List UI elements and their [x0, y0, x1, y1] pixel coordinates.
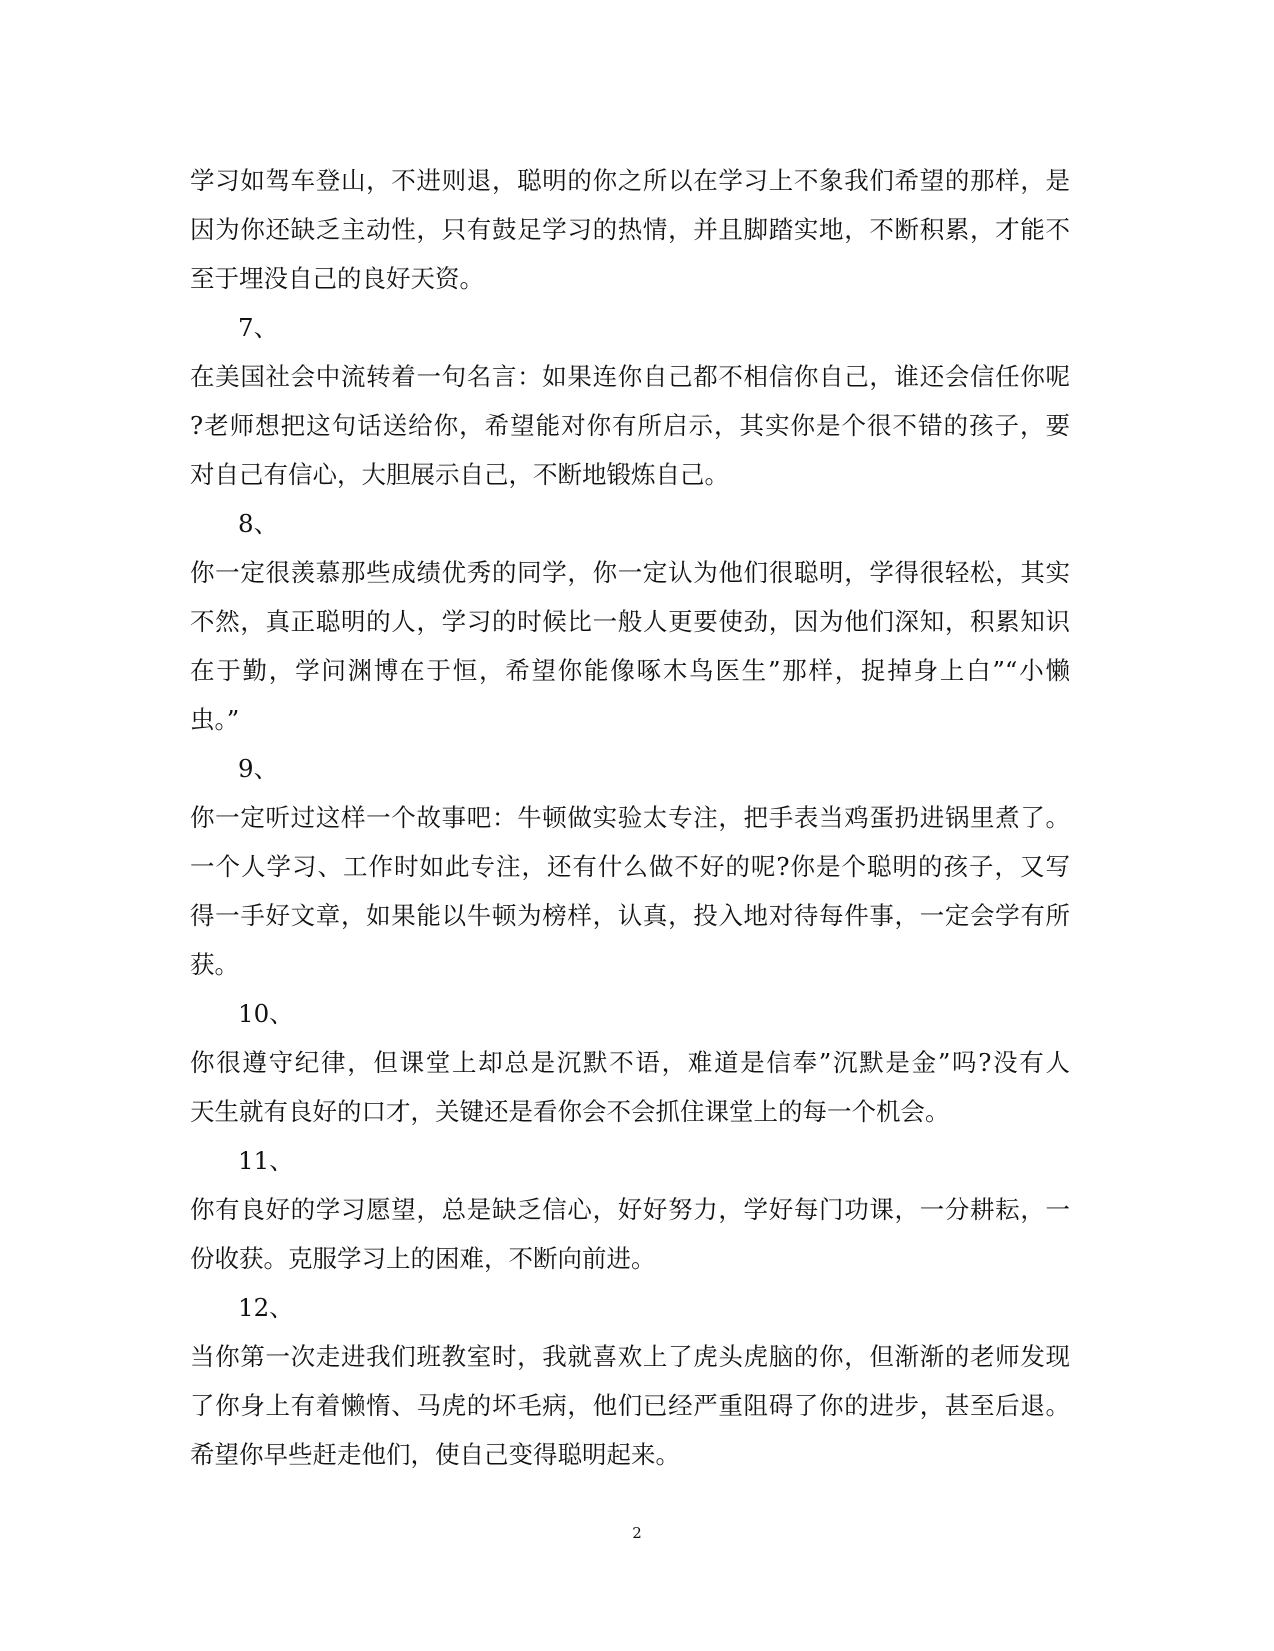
text-line: 在美国社会中流转着一句名言：如果连你自己都不相信你自己，谁还会信任你呢 — [190, 362, 1070, 391]
paragraph — [190, 744, 1070, 989]
item-number: 7、 — [238, 313, 279, 342]
paragraph — [190, 156, 1070, 303]
text-line: 份收获。克服学习上的困难，不断向前进。 — [190, 1244, 656, 1273]
text-line: 虫。” — [190, 705, 240, 734]
text-line: ?老师想把这句话送给你，希望能对你有所启示，其实你是个很不错的孩子，要 — [190, 411, 1070, 440]
text-line: 得一手好文章，如果能以牛顿为榜样，认真，投入地对待每件事，一定会学有所 — [190, 901, 1070, 930]
page-number: 2 — [632, 1524, 642, 1542]
text-line: 你很遵守纪律，但课堂上却总是沉默不语，难道是信奉”沉默是金”吗?没有人 — [190, 1048, 1070, 1077]
text-line: 你一定很羡慕那些成绩优秀的同学，你一定认为他们很聪明，学得很轻松，其实 — [190, 558, 1070, 587]
item-number: 11、 — [238, 1146, 294, 1175]
item-number: 9、 — [238, 754, 279, 783]
document-body — [190, 156, 1070, 1479]
text-line: 因为你还缺乏主动性，只有鼓足学习的热情，并且脚踏实地，不断积累，才能不 — [190, 215, 1070, 244]
text-line: 学习如驾车登山，不进则退，聪明的你之所以在学习上不象我们希望的那样，是 — [190, 166, 1070, 195]
paragraph — [190, 989, 1070, 1136]
text-line: 了你身上有着懒惰、马虎的坏毛病，他们已经严重阻碍了你的进步，甚至后退。 — [190, 1391, 1070, 1420]
text-line: 不然，真正聪明的人，学习的时候比一般人更要使劲，因为他们深知，积累知识 — [190, 607, 1070, 636]
text-line: 至于埋没自己的良好天资。 — [190, 264, 484, 293]
text-line: 你有良好的学习愿望，总是缺乏信心，好好努力，学好每门功课，一分耕耘，一 — [190, 1195, 1070, 1224]
paragraph — [190, 1283, 1070, 1479]
text-line: 获。 — [190, 950, 239, 979]
text-line: 一个人学习、工作时如此专注，还有什么做不好的呢?你是个聪明的孩子，又写 — [190, 852, 1070, 881]
item-number: 12、 — [238, 1293, 294, 1322]
text-line: 当你第一次走进我们班教室时，我就喜欢上了虎头虎脑的你，但渐渐的老师发现 — [190, 1342, 1070, 1371]
text-line: 你一定听过这样一个故事吧：牛顿做实验太专注，把手表当鸡蛋扔进锅里煮了。 — [190, 803, 1070, 832]
text-line: 希望你早些赶走他们，使自己变得聪明起来。 — [190, 1440, 680, 1469]
item-number: 10、 — [238, 999, 294, 1028]
paragraph — [190, 1136, 1070, 1283]
text-line: 天生就有良好的口才，关键还是看你会不会抓住课堂上的每一个机会。 — [190, 1097, 950, 1126]
paragraph — [190, 499, 1070, 744]
item-number: 8、 — [238, 509, 279, 538]
paragraph — [190, 303, 1070, 499]
text-line: 对自己有信心，大胆展示自己，不断地锻炼自己。 — [190, 460, 729, 489]
text-line: 在于勤，学问渊博在于恒，希望你能像啄木鸟医生”那样，捉掉身上白”“小懒 — [190, 656, 1070, 685]
